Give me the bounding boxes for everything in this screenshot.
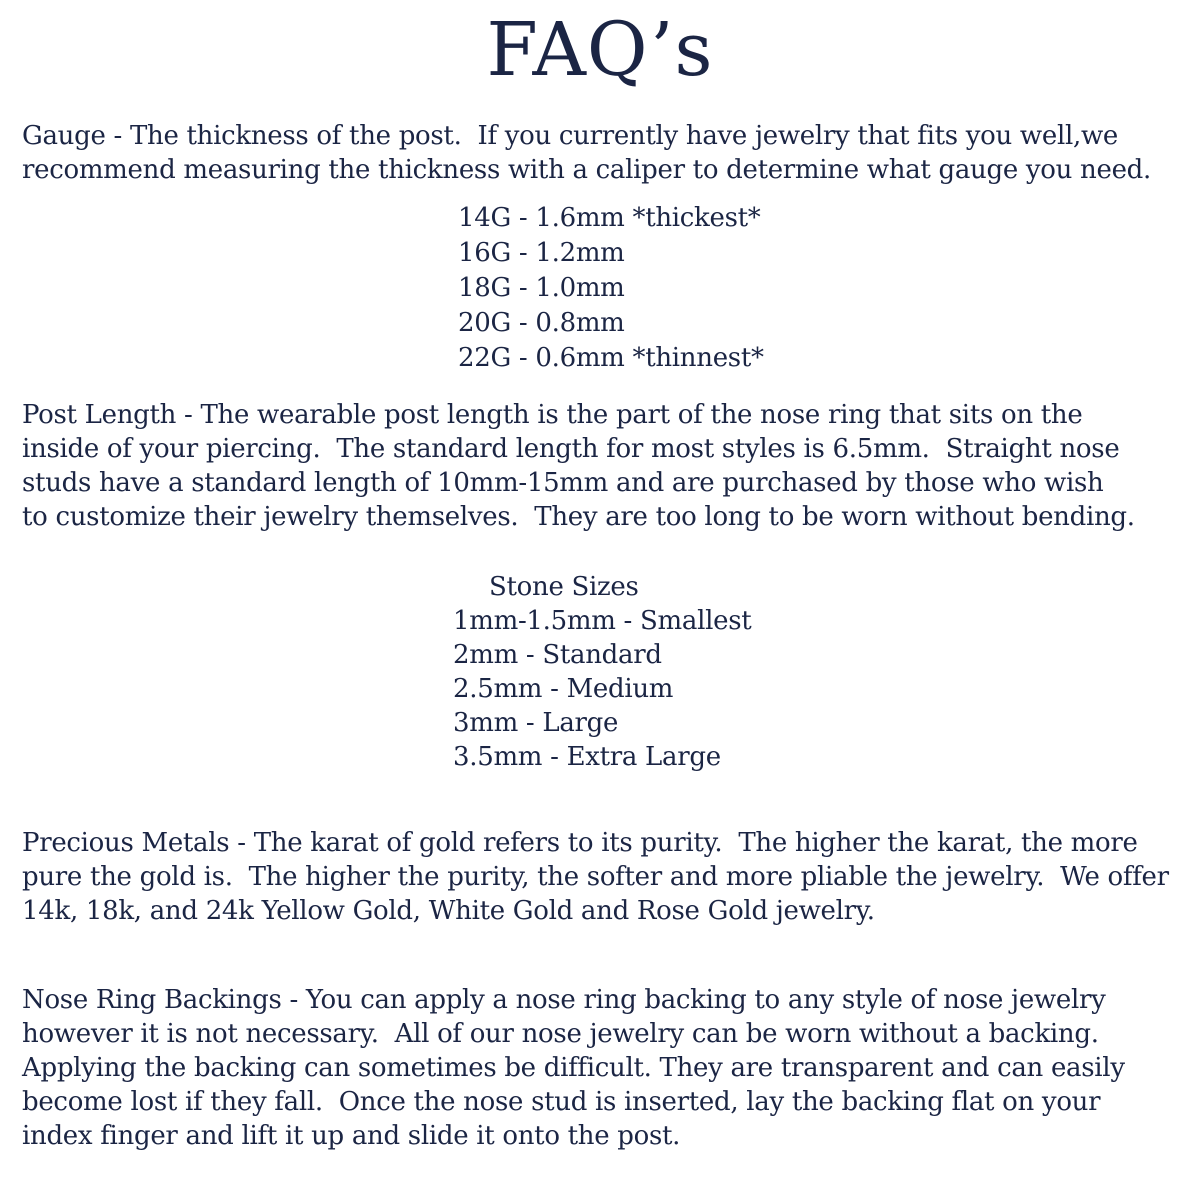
gauge-size-item: 22G - 0.6mm *thinnest* [458, 343, 764, 374]
stone-size-item: 2mm - Standard [453, 640, 662, 671]
gauge-paragraph-line: recommend measuring the thickness with a caliper to determine what gauge you need. [22, 155, 1151, 186]
stone-size-item: 1mm-1.5mm - Smallest [453, 606, 752, 637]
precious-metals-paragraph-line: Precious Metals - The karat of gold refers to its purity. The higher the karat, the more [22, 828, 1138, 859]
nose-ring-backings-paragraph-line: become lost if they fall. Once the nose stud is inserted, lay the backing flat on your [22, 1087, 1101, 1118]
page-title: FAQ’s [486, 7, 714, 93]
gauge-size-item: 16G - 1.2mm [458, 238, 625, 269]
gauge-size-list [458, 201, 1200, 376]
section-gauge [0, 119, 1200, 187]
post-length-paragraph-line: inside of your piercing. The standard length for most styles is 6.5mm. Straight nose [22, 434, 1120, 465]
nose-ring-backings-paragraph-line: Nose Ring Backings - You can apply a nose ring backing to any style of nose jewelry [22, 985, 1106, 1016]
nose-ring-backings-paragraph-line: however it is not necessary. All of our nose jewelry can be worn without a backing. [22, 1019, 1099, 1050]
stone-size-item: 2.5mm - Medium [453, 674, 674, 705]
post-length-paragraph-line: studs have a standard length of 10mm-15mm and are purchased by those who wish [22, 468, 1104, 499]
stone-size-list [453, 604, 1200, 774]
gauge-size-item: 14G - 1.6mm *thickest* [458, 203, 761, 234]
nose-ring-backings-paragraph-line: Applying the backing can sometimes be difficult. They are transparent and can easily [22, 1053, 1125, 1084]
section-precious-metals [0, 826, 1200, 928]
section-post-length [0, 398, 1200, 534]
stone-size-item: 3.5mm - Extra Large [453, 742, 721, 773]
stone-size-item: 3mm - Large [453, 708, 619, 739]
section-stone-sizes [0, 570, 1200, 774]
post-length-paragraph-line: to customize their jewelry themselves. They are too long to be worn without bending. [22, 502, 1135, 533]
post-length-paragraph-line: Post Length - The wearable post length is the part of the nose ring that sits on the [22, 400, 1083, 431]
stone-sizes-heading: Stone Sizes [489, 572, 639, 603]
precious-metals-paragraph-line: 14k, 18k, and 24k Yellow Gold, White Gold and Rose Gold jewelry. [22, 896, 875, 927]
nose-ring-backings-paragraph-line: index finger and lift it up and slide it onto the post. [22, 1121, 681, 1152]
gauge-size-item: 18G - 1.0mm [458, 273, 625, 304]
precious-metals-paragraph-line: pure the gold is. The higher the purity, the softer and more pliable the jewelry. We offer [22, 862, 1169, 893]
gauge-size-item: 20G - 0.8mm [458, 308, 625, 339]
section-nose-ring-backings [0, 983, 1200, 1153]
gauge-paragraph-line: Gauge - The thickness of the post. If you currently have jewelry that fits you well,we [22, 121, 1119, 152]
